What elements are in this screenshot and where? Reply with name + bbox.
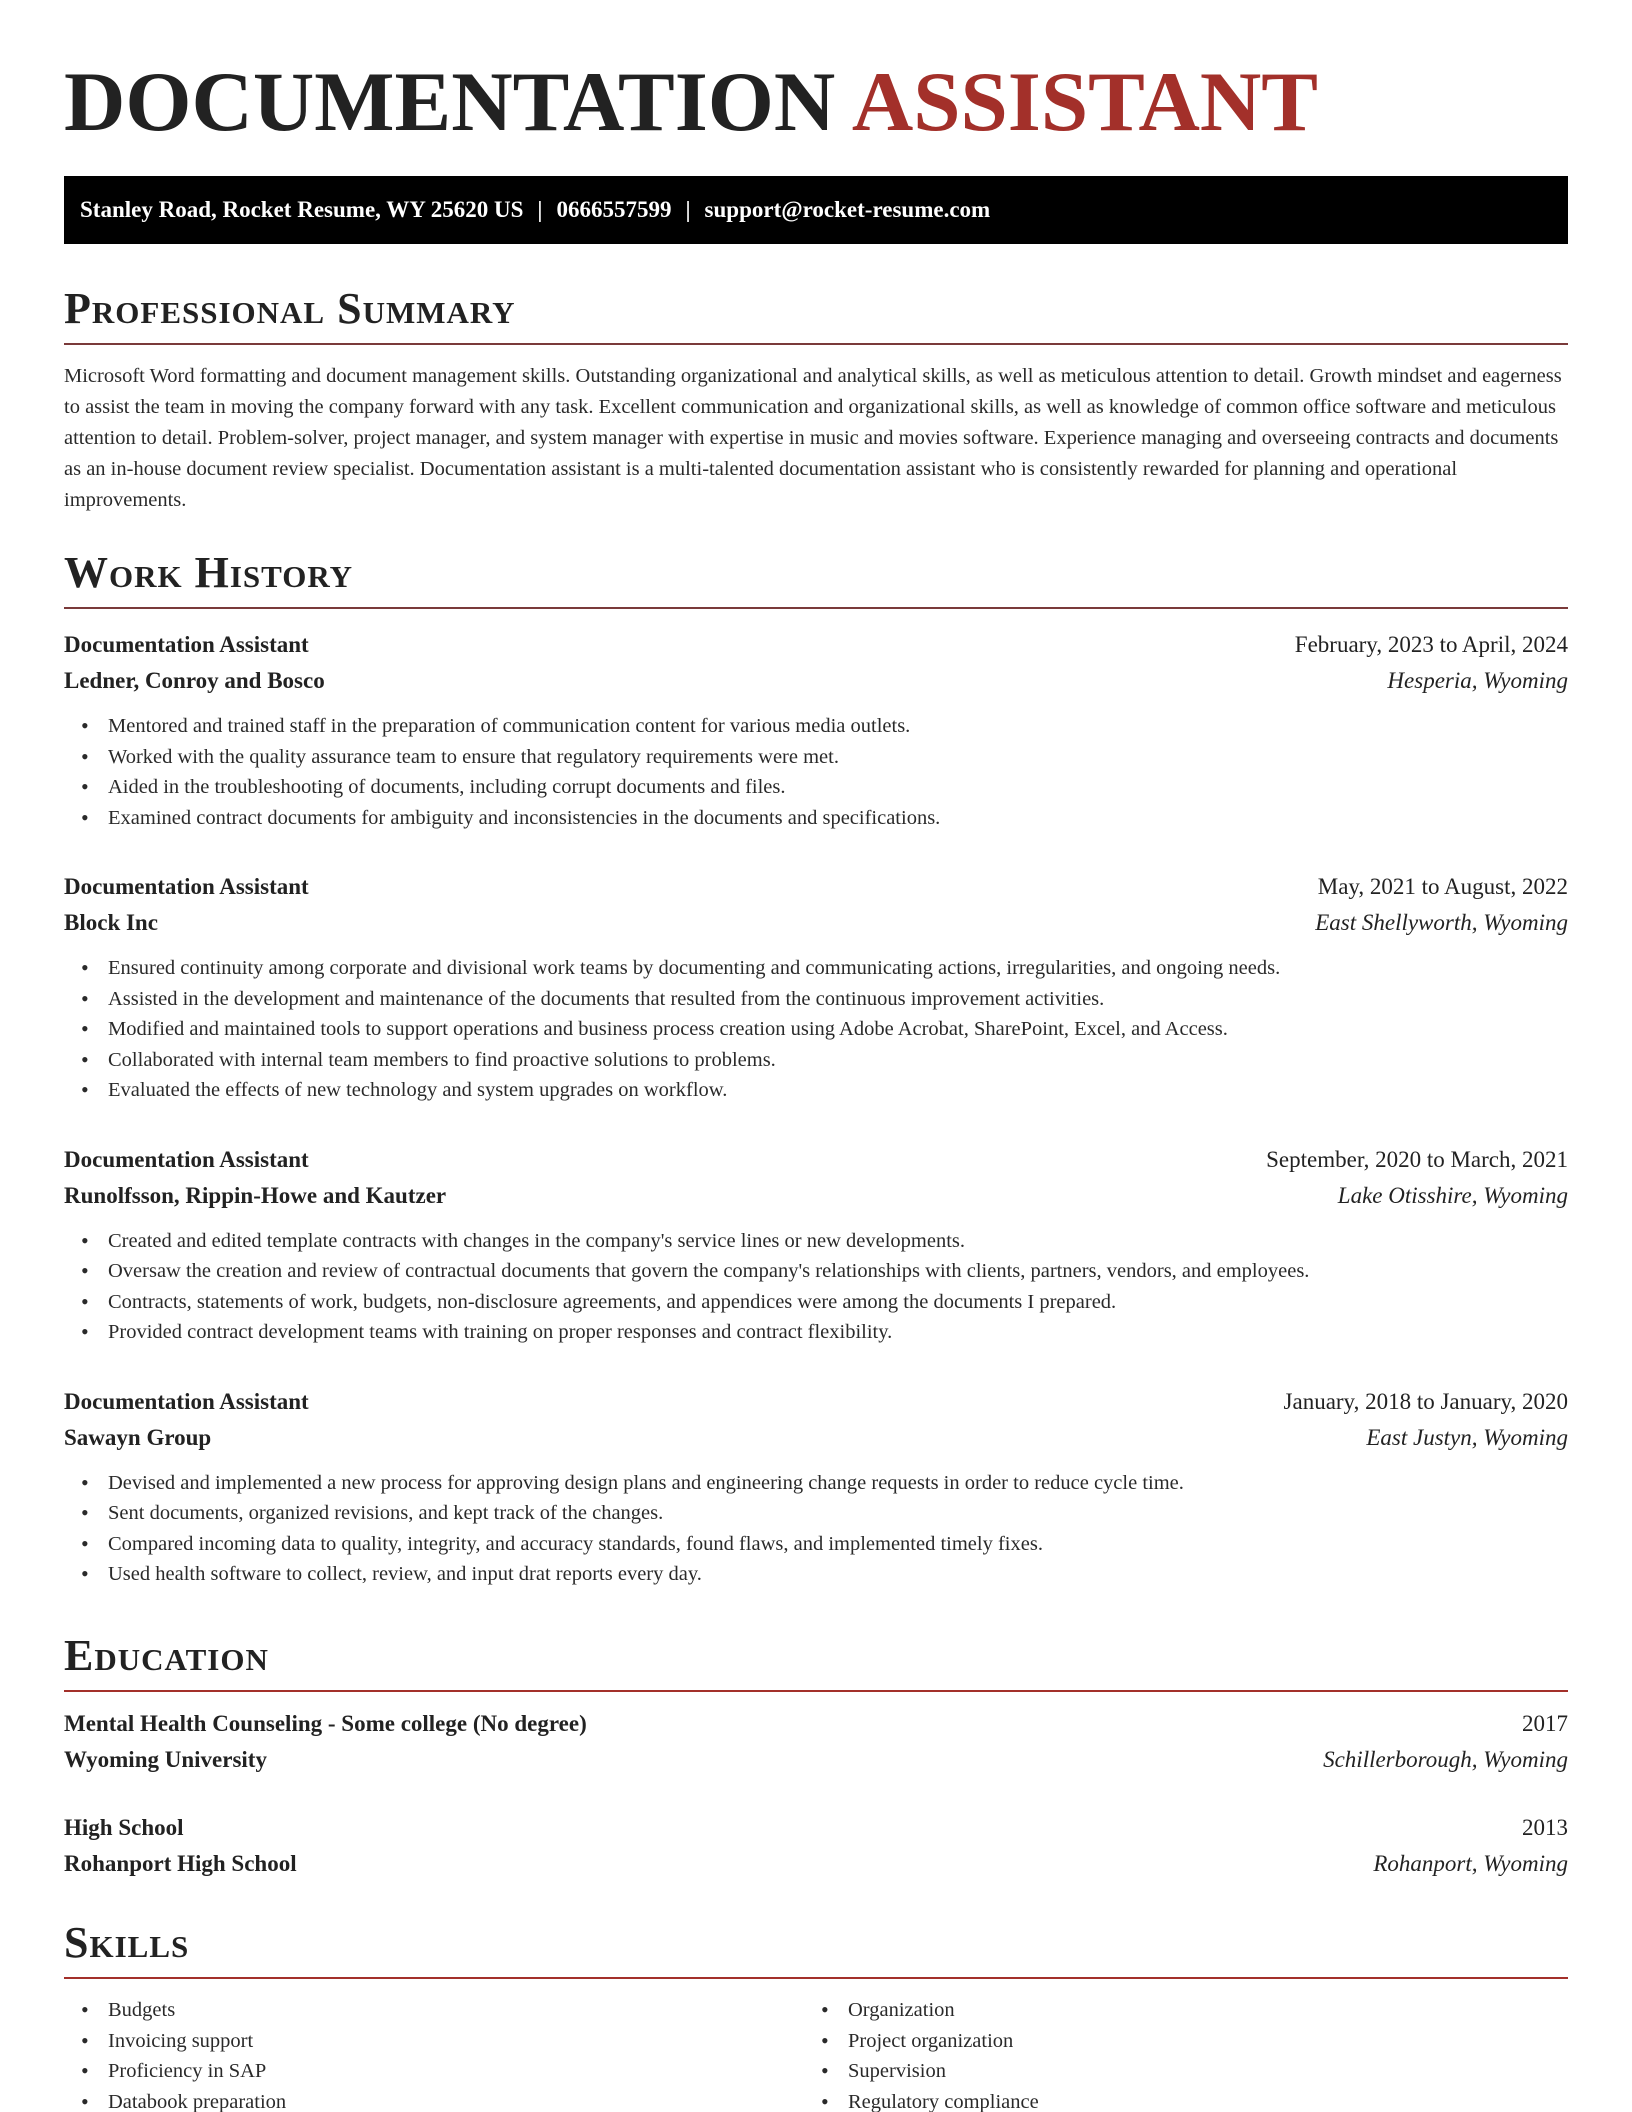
job-dates: January, 2018 to January, 2020 — [1283, 1388, 1568, 1414]
skills-list-left — [64, 1995, 804, 2112]
name-last: ASSISTANT — [851, 55, 1319, 149]
work-history-section — [64, 547, 1568, 1590]
list-item: • Aided in the troubleshooting of documents, including corrupt documents and files. — [64, 772, 1568, 803]
list-item: • Sent documents, organized revisions, and kept track of the changes. — [64, 1498, 1568, 1529]
skill-item: • Databook preparation — [64, 2087, 804, 2112]
education-school: Rohanport High School — [64, 1851, 297, 1876]
skill-item: • Project organization — [804, 2026, 1544, 2057]
job-role: Documentation Assistant — [64, 632, 309, 657]
skill-item: • Invoicing support — [64, 2026, 804, 2057]
list-item: • Contracts, statements of work, budgets, non-disclosure agreements, and appendices were among the documents I prepared. — [64, 1287, 1568, 1318]
job-entry — [64, 869, 1568, 1106]
section-title-summary: Professional Summary — [64, 284, 516, 333]
job-location: Lake Otisshire, Wyoming — [1337, 1182, 1568, 1208]
education-location: Schillerborough, Wyoming — [1323, 1747, 1568, 1772]
skills-list-right — [804, 1995, 1544, 2112]
skill-item: • Supervision — [804, 2056, 1544, 2087]
education-entry — [64, 1810, 1568, 1882]
section-title-education: Education — [64, 1631, 269, 1680]
job-company: Block Inc — [64, 910, 158, 935]
job-dates: May, 2021 to August, 2022 — [1317, 874, 1568, 899]
job-dates: September, 2020 to March, 2021 — [1266, 1146, 1568, 1172]
skill-item: • Regulatory compliance — [804, 2087, 1544, 2112]
job-entry — [64, 1142, 1568, 1348]
job-company: Ledner, Conroy and Bosco — [64, 668, 325, 693]
contact-email: support@rocket-resume.com — [704, 197, 991, 222]
skill-item: • Budgets — [64, 1995, 804, 2026]
job-entry — [64, 627, 1568, 833]
section-divider — [64, 607, 1568, 609]
job-bullets — [64, 953, 1568, 1106]
list-item: • Compared incoming data to quality, integrity, and accuracy standards, found flaws, and implemented timely fixes. — [64, 1529, 1568, 1560]
list-item: • Modified and maintained tools to support operations and business process creation using Adobe Acrobat, SharePoint, Excel, and Access. — [64, 1014, 1568, 1045]
list-item: • Used health software to collect, review, and input drat reports every day. — [64, 1559, 1568, 1590]
job-role: Documentation Assistant — [64, 1146, 309, 1172]
list-item: • Provided contract development teams with training on proper responses and contract flexibility. — [64, 1317, 1568, 1348]
contact-bar — [64, 176, 1568, 244]
list-item: • Evaluated the effects of new technology and system upgrades on workflow. — [64, 1075, 1568, 1106]
education-year: 2013 — [1522, 1815, 1568, 1840]
education-year: 2017 — [1522, 1711, 1568, 1736]
contact-separator: | — [537, 197, 543, 222]
summary-section — [64, 283, 1568, 516]
skill-item: • Organization — [804, 1995, 1544, 2026]
list-item: • Collaborated with internal team members to find proactive solutions to problems. — [64, 1045, 1568, 1076]
section-divider — [64, 343, 1568, 345]
education-school: Wyoming University — [64, 1747, 267, 1772]
contact-separator: | — [685, 197, 691, 222]
list-item: • Assisted in the development and maintenance of the documents that resulted from the continuous improvement activities. — [64, 984, 1568, 1015]
list-item: • Worked with the quality assurance team to ensure that regulatory requirements were met. — [64, 742, 1568, 773]
job-bullets — [64, 1468, 1568, 1590]
resume-name — [64, 0, 1568, 148]
list-item: • Oversaw the creation and review of contractual documents that govern the company's relationships with clients, partners, vendors, and employees. — [64, 1256, 1568, 1287]
education-degree: High School — [64, 1815, 184, 1840]
job-bullets — [64, 711, 1568, 833]
list-item: • Examined contract documents for ambiguity and inconsistencies in the documents and specifications. — [64, 803, 1568, 834]
job-bullets — [64, 1226, 1568, 1348]
list-item: • Created and edited template contracts with changes in the company's service lines or new developments. — [64, 1226, 1568, 1257]
skills-section — [64, 1917, 1568, 2112]
name-first: DOCUMENTATION — [64, 55, 836, 149]
job-role: Documentation Assistant — [64, 1388, 309, 1414]
job-entry — [64, 1384, 1568, 1590]
contact-phone: 0666557599 — [556, 197, 672, 222]
education-entry — [64, 1706, 1568, 1778]
education-location: Rohanport, Wyoming — [1373, 1851, 1568, 1876]
section-title-skills: Skills — [64, 1918, 190, 1967]
job-dates: February, 2023 to April, 2024 — [1294, 632, 1568, 657]
summary-text: Microsoft Word formatting and document management skills. Outstanding organizational and analytical skills, as well as meticulous attention to detail. Growth mindset and eagerness to assist the team in moving the company forward with any task. Excellent communication and organizational skills, as well as knowledge of common office software and meticulous attention to detail. Problem-solver, project manager, and system manager with expertise in music and movies software. Experience managing and overseeing contracts and documents as an in-house document review specialist. Documentation assistant is a multi-talented documentation assistant who is consistently rewarded for planning and operational improvements. — [64, 365, 1562, 511]
job-location: East Justyn, Wyoming — [1366, 1424, 1568, 1450]
job-company: Runolfsson, Rippin-Howe and Kautzer — [64, 1182, 447, 1208]
section-divider — [64, 1690, 1568, 1692]
list-item: • Mentored and trained staff in the preparation of communication content for various media outlets. — [64, 711, 1568, 742]
list-item: • Devised and implemented a new process for approving design plans and engineering change requests in order to reduce cycle time. — [64, 1468, 1568, 1499]
job-role: Documentation Assistant — [64, 874, 309, 899]
section-title-work: Work History — [64, 548, 354, 597]
education-degree: Mental Health Counseling - Some college (No degree) — [64, 1711, 587, 1736]
education-section — [64, 1630, 1568, 1882]
job-location: Hesperia, Wyoming — [1387, 668, 1568, 693]
section-divider — [64, 1977, 1568, 1979]
contact-address: Stanley Road, Rocket Resume, WY 25620 US — [80, 197, 524, 222]
skills-columns — [64, 1995, 1568, 2112]
job-company: Sawayn Group — [64, 1424, 212, 1450]
skill-item: • Proficiency in SAP — [64, 2056, 804, 2087]
job-location: East Shellyworth, Wyoming — [1315, 910, 1568, 935]
list-item: • Ensured continuity among corporate and divisional work teams by documenting and communicating actions, irregularities, and ongoing needs. — [64, 953, 1568, 984]
